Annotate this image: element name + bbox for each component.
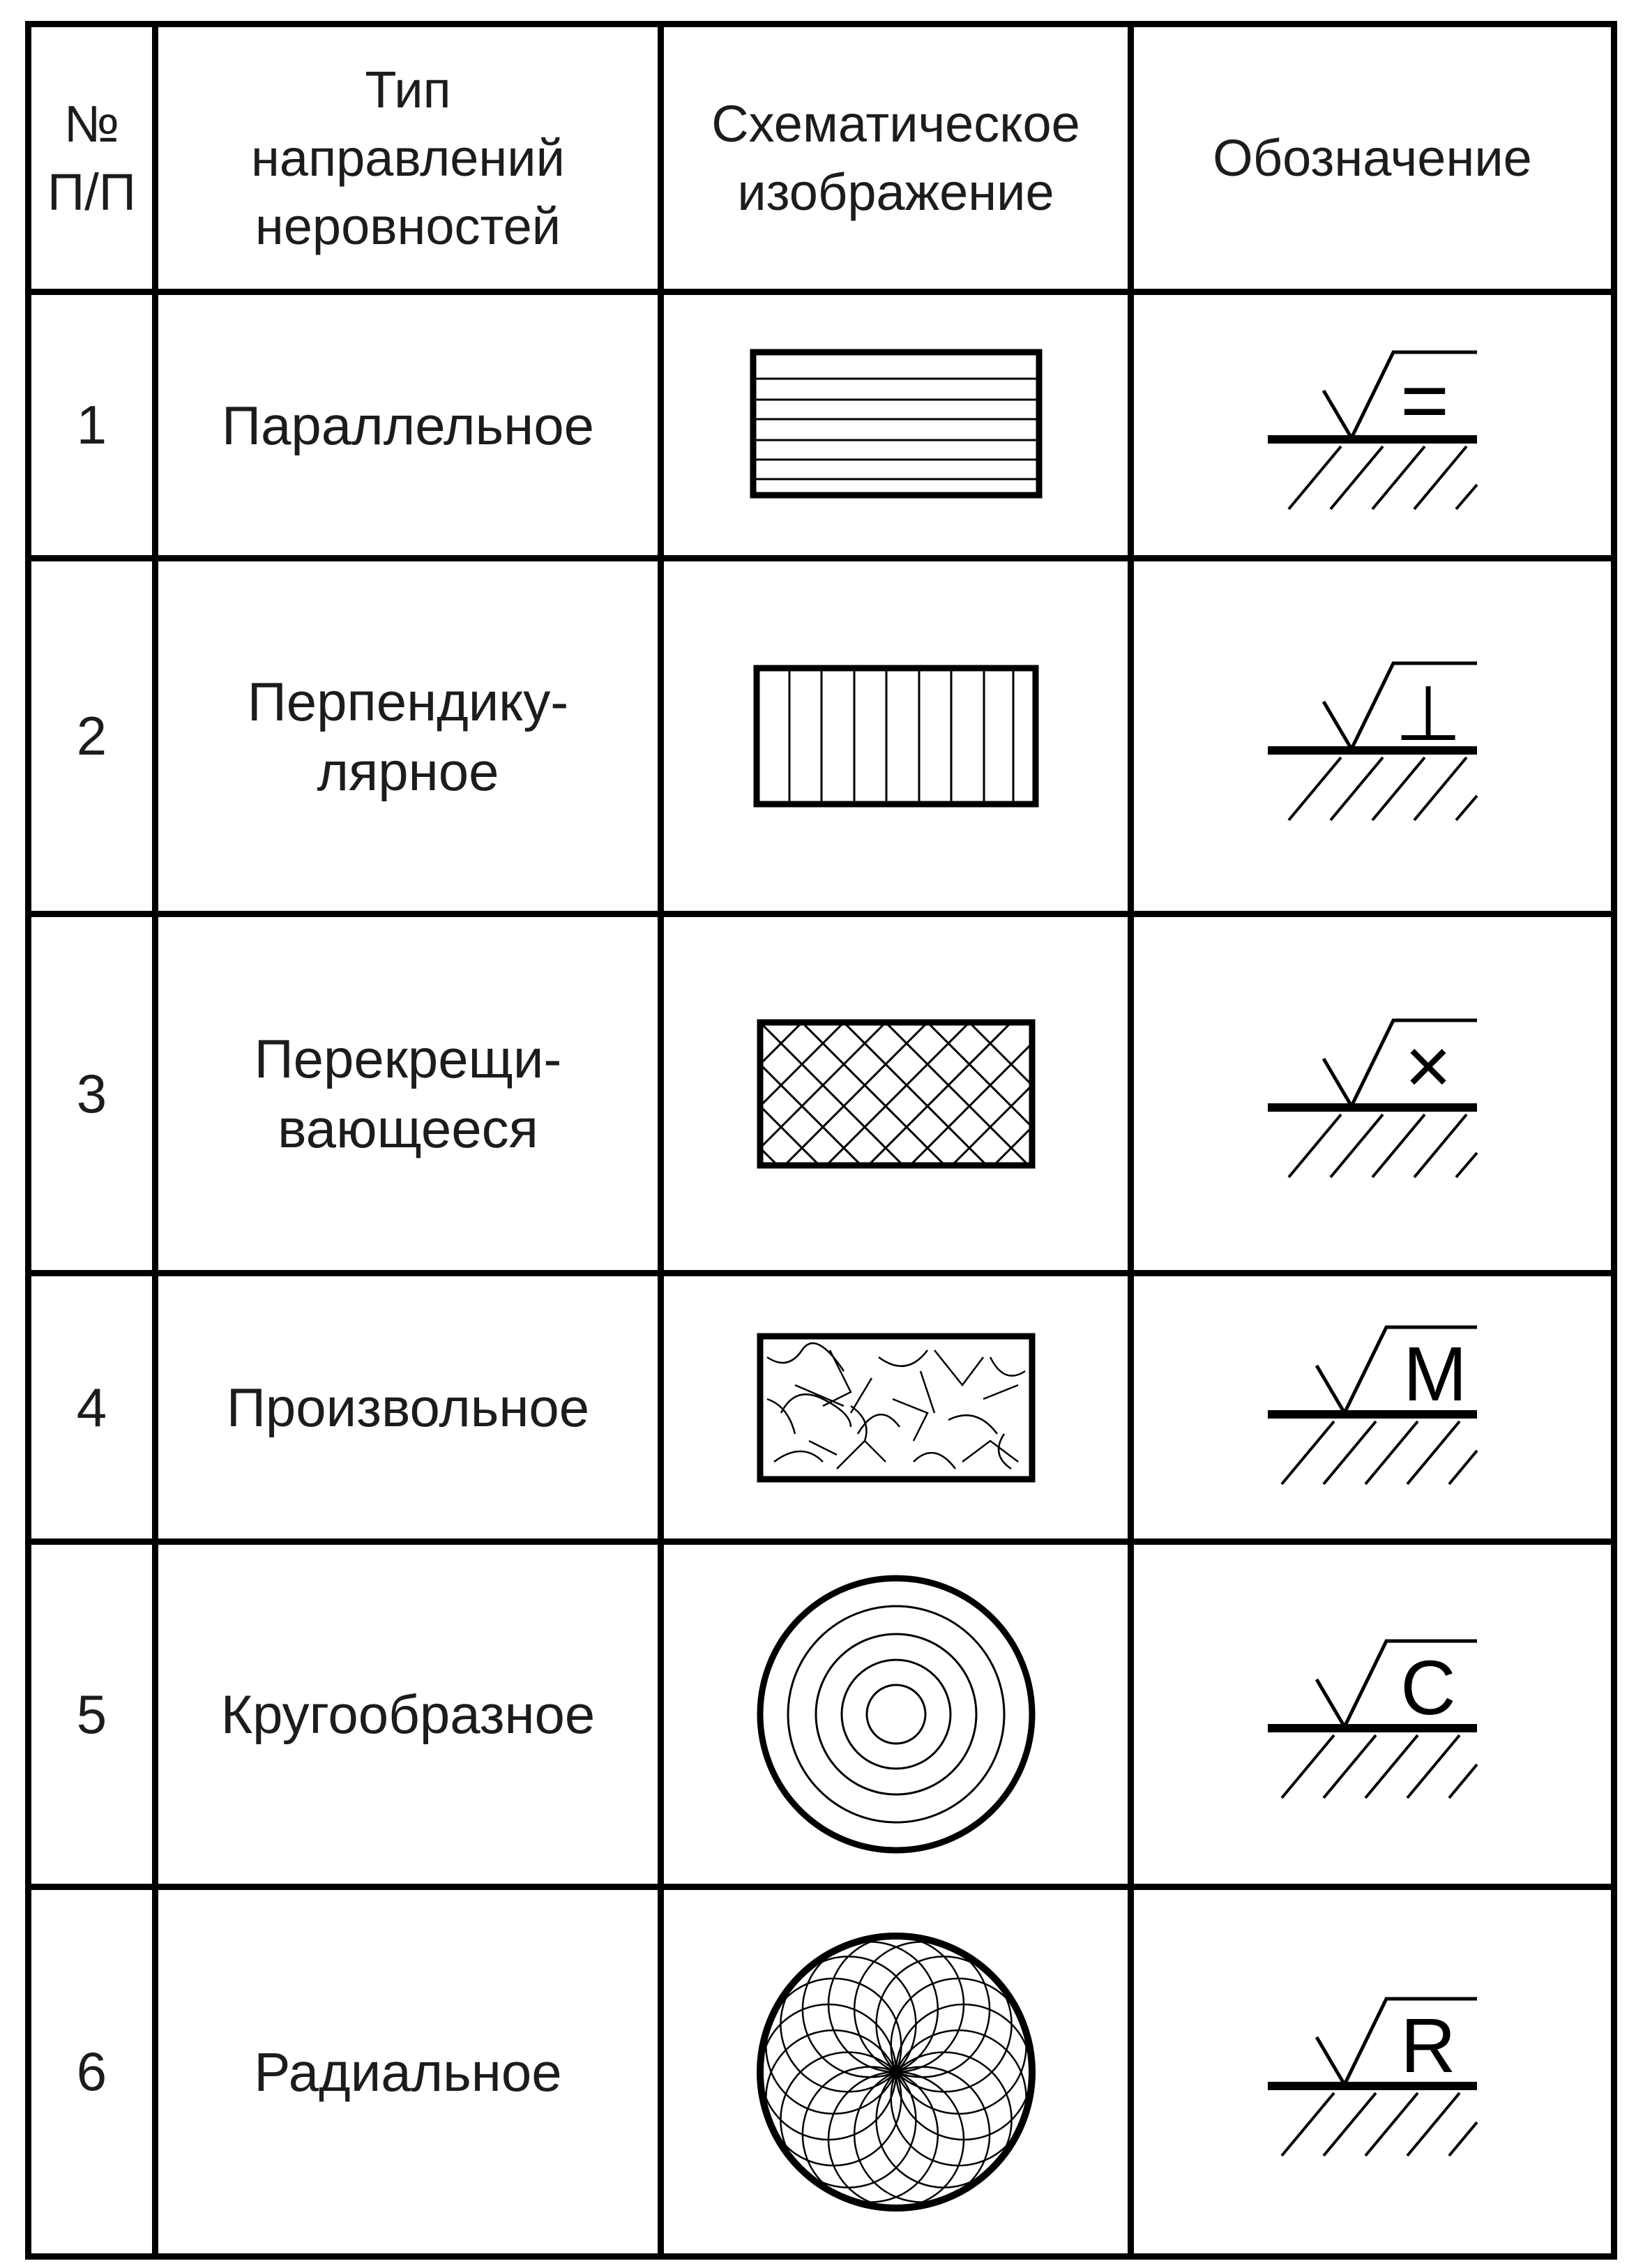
designation-letter: M xyxy=(1403,1331,1467,1417)
perpendicular-lines-icon xyxy=(750,661,1043,811)
row-type-name: Радиальное xyxy=(156,1887,661,2257)
row-designation xyxy=(1131,292,1614,559)
roughness-symbol-icon xyxy=(1254,989,1491,1198)
row-number: 1 xyxy=(29,292,156,559)
table-row xyxy=(29,1542,1614,1887)
row-number: 6 xyxy=(29,1887,156,2257)
table-row xyxy=(29,914,1614,1273)
row-number: 5 xyxy=(29,1542,156,1887)
row-type-name: Параллельное xyxy=(156,292,661,559)
header-designation: Обозначение xyxy=(1131,24,1614,292)
row-designation xyxy=(1131,1887,1614,2257)
row-scheme xyxy=(661,914,1131,1273)
row-type-name: Перекрещи-вающееся xyxy=(156,914,661,1273)
designation-letter: ⊥ xyxy=(1395,670,1462,757)
random-lines-icon xyxy=(753,1329,1039,1486)
row-scheme xyxy=(661,292,1131,559)
row-scheme xyxy=(661,1542,1131,1887)
row-type-name: Произвольное xyxy=(156,1273,661,1542)
row-designation xyxy=(1131,1273,1614,1542)
header-scheme: Схематическое изображение xyxy=(661,24,1131,292)
header-row xyxy=(29,24,1614,292)
row-scheme xyxy=(661,559,1131,914)
roughness-symbol-icon xyxy=(1254,1967,1491,2177)
row-number: 4 xyxy=(29,1273,156,1542)
row-designation xyxy=(1131,1542,1614,1887)
row-designation xyxy=(1131,559,1614,914)
row-scheme xyxy=(661,1273,1131,1542)
designation-letter: = xyxy=(1400,353,1450,447)
table-row xyxy=(29,1273,1614,1542)
table-row xyxy=(29,559,1614,914)
roughness-symbol-icon xyxy=(1254,632,1491,841)
header-type: Тип направлений неровностей xyxy=(156,24,661,292)
roughness-direction-table xyxy=(25,21,1617,2260)
designation-letter: R xyxy=(1400,2002,1456,2089)
roughness-symbol-icon xyxy=(1254,1610,1491,1819)
radial-petal xyxy=(891,1978,1026,2113)
crossing-lines-icon xyxy=(753,1015,1039,1172)
table-row xyxy=(29,292,1614,559)
roughness-symbol-icon xyxy=(1254,1303,1491,1512)
parallel-lines-icon xyxy=(746,345,1046,506)
row-scheme xyxy=(661,1887,1131,2257)
table-row xyxy=(29,1887,1614,2257)
row-type-name: Кругообразное xyxy=(156,1542,661,1887)
row-number: 3 xyxy=(29,914,156,1273)
roughness-symbol-icon xyxy=(1254,321,1491,530)
designation-letter: C xyxy=(1400,1645,1456,1731)
radial-pattern-icon xyxy=(750,1926,1043,2218)
concentric-circles-icon xyxy=(750,1568,1043,1861)
designation-letter: × xyxy=(1404,1022,1452,1111)
header-num: № П/П xyxy=(29,24,156,292)
row-designation xyxy=(1131,914,1614,1273)
row-type-name: Перпендику-лярное xyxy=(156,559,661,914)
row-number: 2 xyxy=(29,559,156,914)
